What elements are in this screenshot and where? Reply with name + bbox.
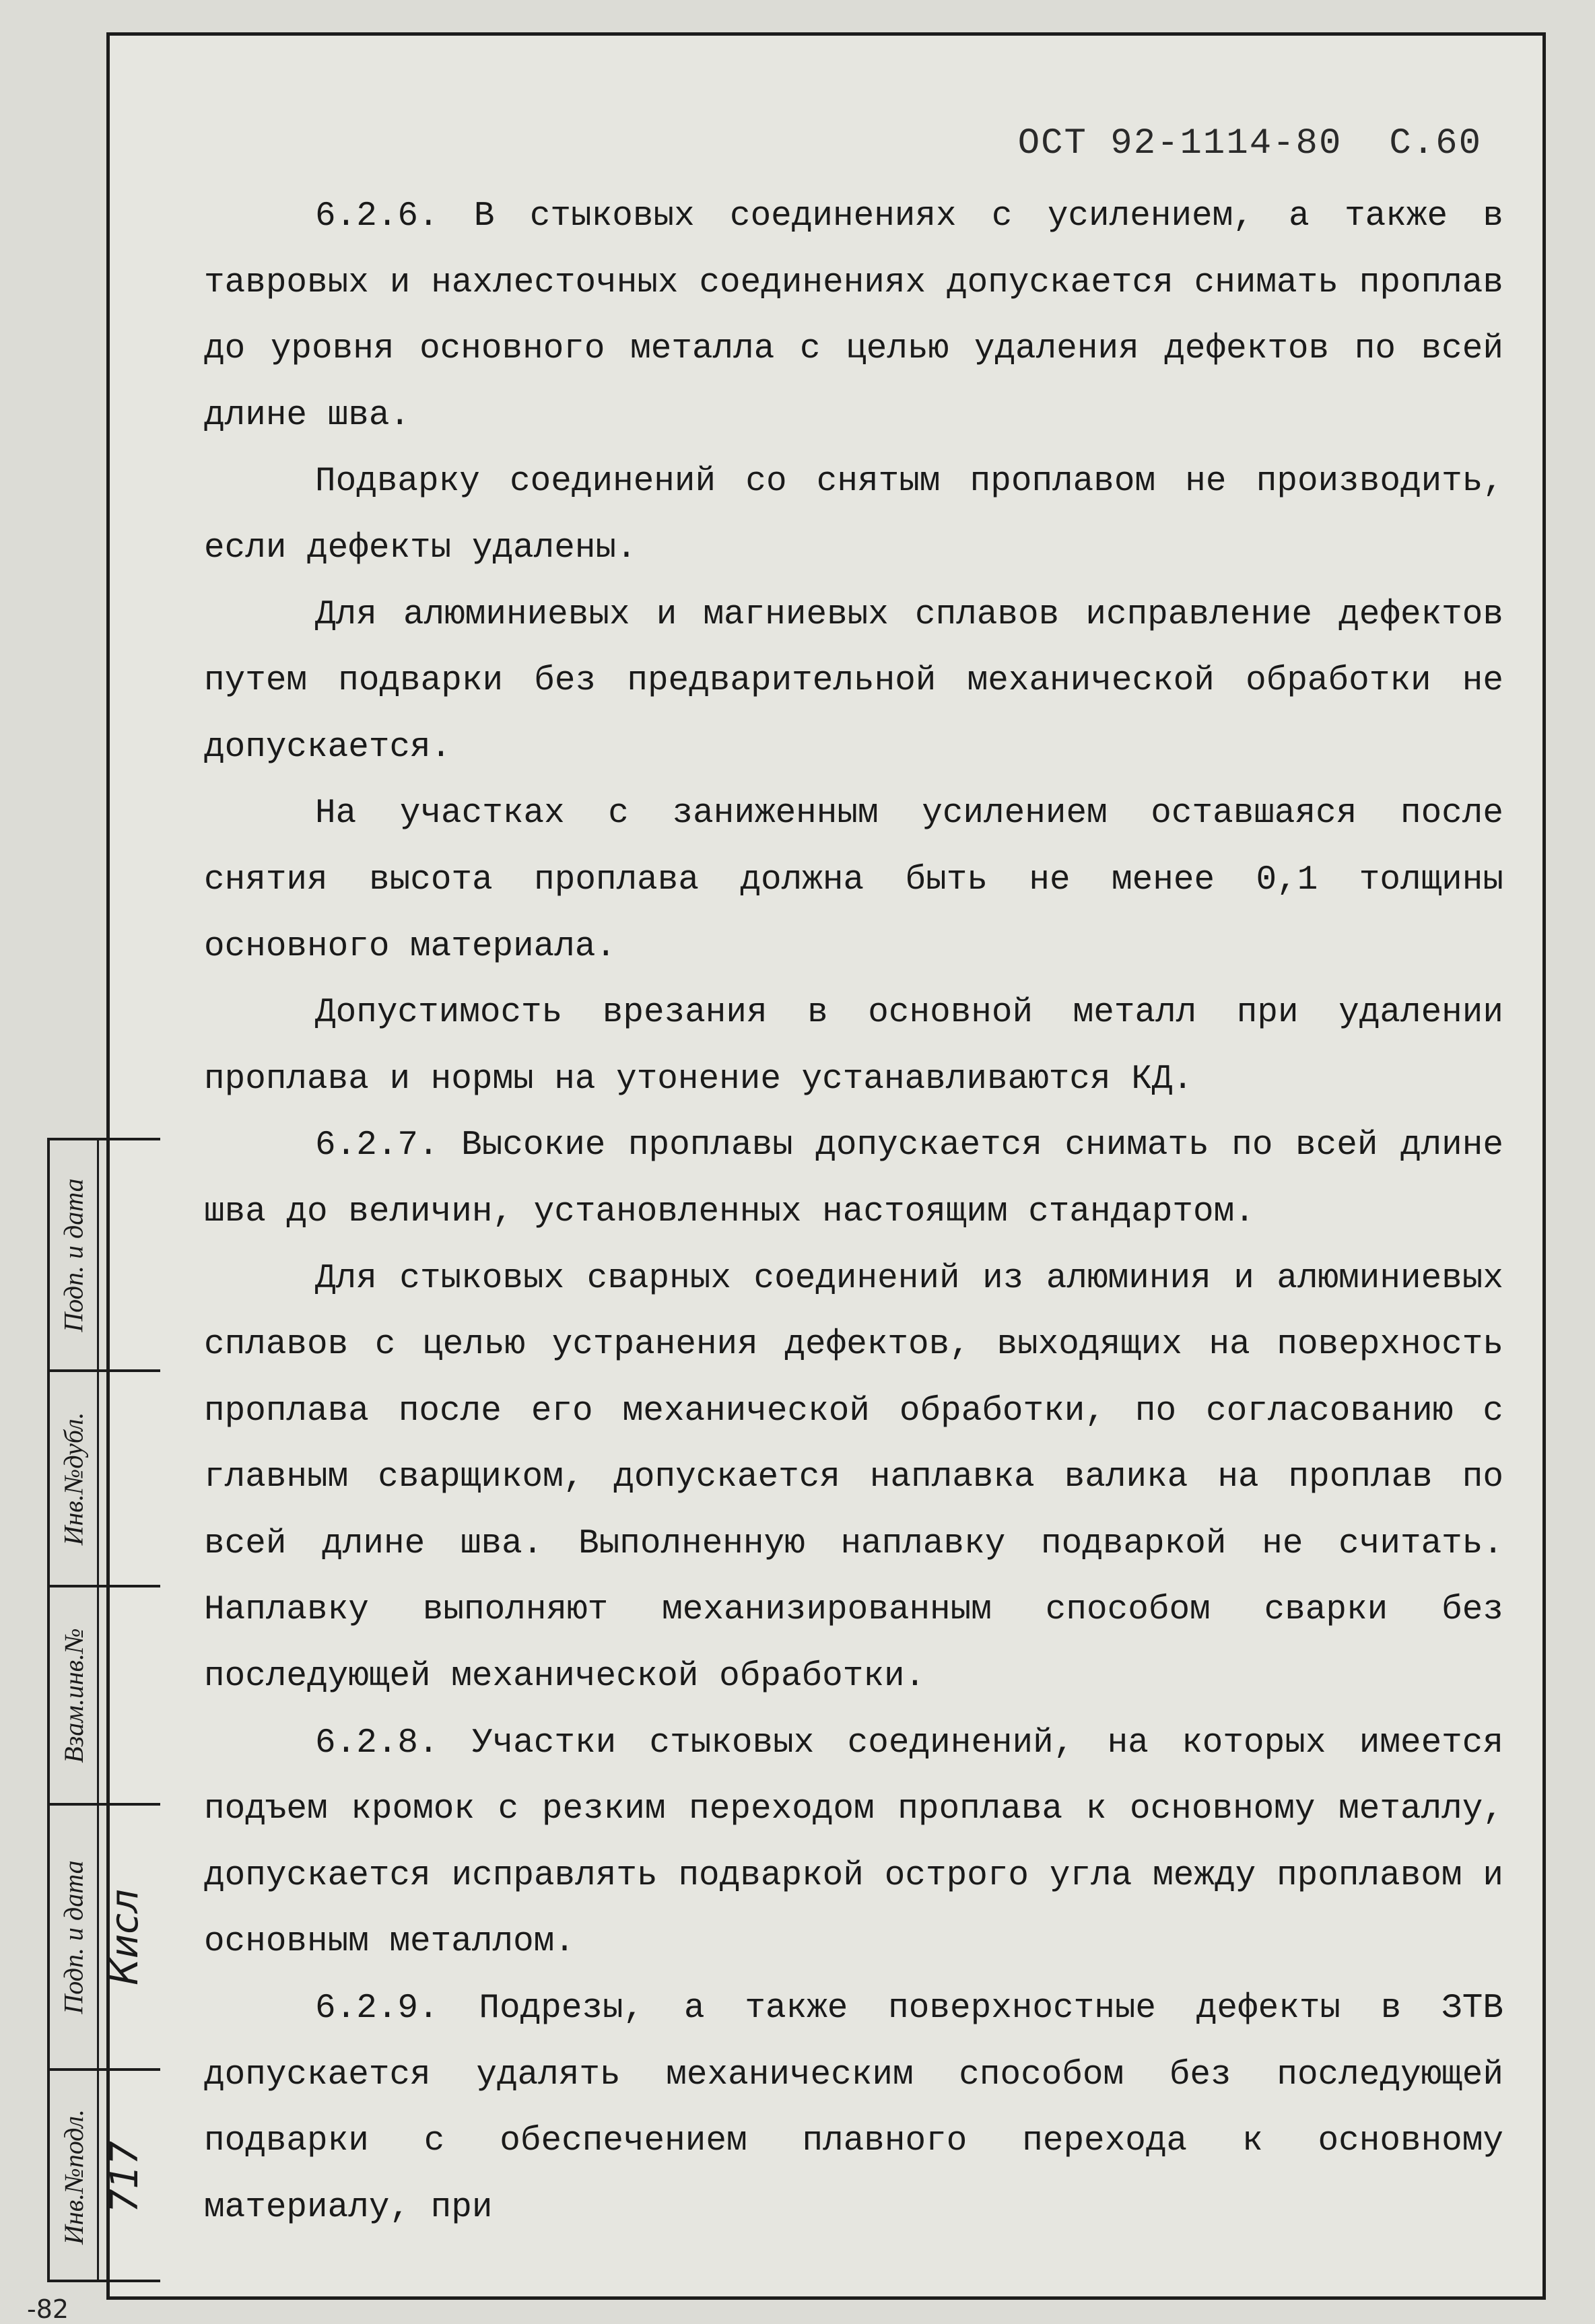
- signature: Кисл: [102, 1888, 147, 1985]
- document-sheet: [106, 32, 1546, 2300]
- footer-mark: -82: [27, 2294, 69, 2324]
- paragraph: На участках с заниженным усилением оставшаяся после снятия высота проплава должна быть не менее 0,1 толщины основного материала.: [204, 794, 1503, 966]
- stamp-cell-orig-inv: [50, 2071, 160, 2282]
- stamp-value: 717: [102, 2140, 147, 2213]
- paragraph: 6.2.8. Участки стыковых соединений, на которых имеется подъем кромок с резким переходом проплава к основному металлу, допускается исправлять подваркой острого угла между проплавом и основным металлом.: [204, 1723, 1503, 1962]
- page-number: С.60: [1389, 123, 1482, 164]
- page-header: [1018, 123, 1482, 164]
- paragraph: Подварку соединений со снятым проплавом не производить, если дефекты удалены.: [204, 463, 1503, 568]
- paragraph: 6.2.6. В стыковых соединениях с усилением, а также в тавровых и нахлесточных соединениях допускается снимать проплав до уровня основного металла с целью удаления дефектов по всей длине шва.: [204, 197, 1503, 435]
- paragraph: Для стыковых сварных соединений из алюминия и алюминиевых сплавов с целью устранения дефектов, выходящих на поверхность проплава после его механической обработки, по согласованию с главным сварщиком, допускается наплавка валика на проплав по всей длине шва. Выполненную наплавку подваркой не считать. Наплавку выполняют механизированным способом сварки без последующей механической обработки.: [204, 1259, 1503, 1697]
- paragraph: Для алюминиевых и магниевых сплавов исправление дефектов путем подварки без предварительной механической обработки не допускается.: [204, 595, 1503, 767]
- paragraph: 6.2.9. Подрезы, а также поверхностные дефекты в ЗТВ допускается удалять механическим способом без последующей подварки с обеспечением плавного перехода к основному материалу, при: [204, 1989, 1503, 2227]
- stamp-cell-sign-date: [50, 1140, 160, 1369]
- stamp-sidebar: [47, 1138, 160, 2282]
- stamp-label: Инв.№подл.: [58, 2109, 89, 2245]
- paragraph: 6.2.7. Высокие проплавы допускается снимать по всей длине шва до величин, установленных настоящим стандартом.: [204, 1126, 1503, 1231]
- stamp-cell-replace-inv: [50, 1587, 160, 1803]
- stamp-cell-sign-date-2: [50, 1806, 160, 2068]
- stamp-label: Подп. и дата: [58, 1177, 89, 1332]
- stamp-label: Инв.№дубл.: [58, 1412, 89, 1545]
- stamp-label: Подп. и дата: [58, 1859, 89, 2014]
- stamp-cell-dup-inv: [50, 1372, 160, 1585]
- standard-number: ОСТ 92-1114-80: [1017, 123, 1343, 164]
- stamp-label: Взам.инв.№: [58, 1627, 89, 1763]
- paragraph: Допустимость врезания в основной металл при удалении проплава и нормы на утонение устанавливаются КД.: [204, 994, 1503, 1099]
- document-body: [204, 184, 1503, 2241]
